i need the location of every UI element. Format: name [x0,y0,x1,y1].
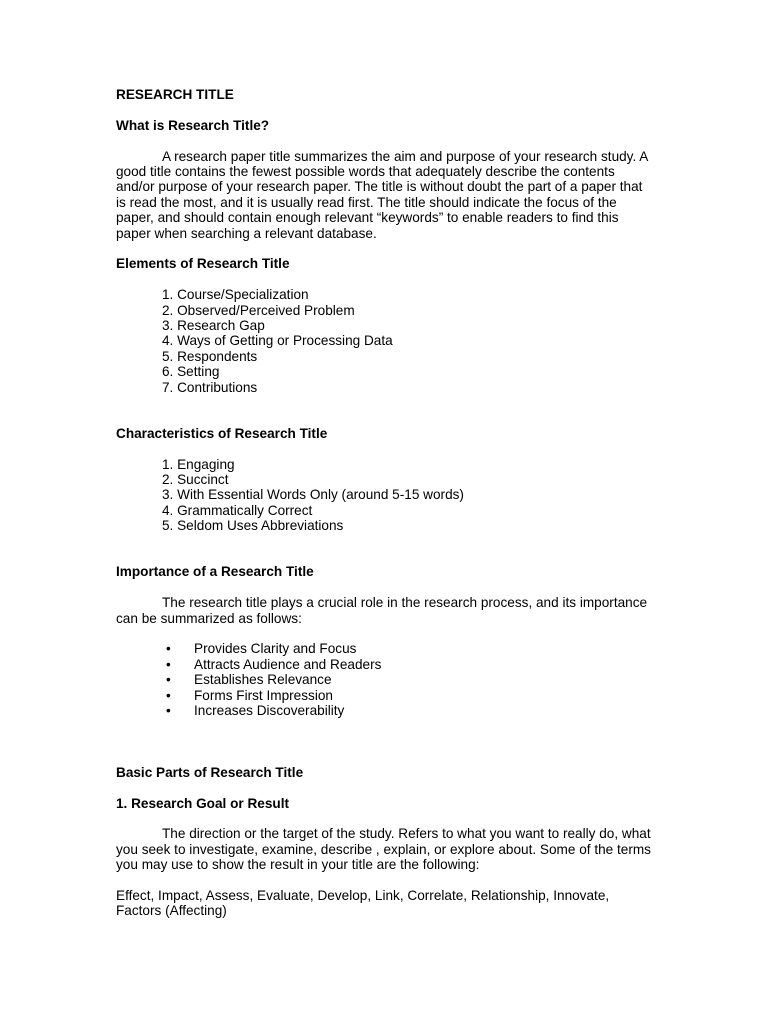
research-goal-terms: Effect, Impact, Assess, Evaluate, Develop, Link, Correlate, Relationship, Innovate, Factors (Affecting) [116,887,610,919]
bullet-icon: • [166,687,171,703]
list-item: 1. Engaging [162,456,235,472]
bullet-icon: • [166,641,171,657]
list-item: 2. Succinct [162,472,229,488]
importance-paragraph: The research title plays a crucial role in the research process, and its importance can be summarized as follows: [116,595,648,626]
importance-list [116,641,656,718]
list-item: 5. Respondents [162,348,258,364]
list-item: 3. With Essential Words Only (around 5-15 words) [162,487,464,503]
document-title: RESEARCH TITLE [116,87,234,102]
list-item: 7. Contributions [162,379,258,395]
list-item: 3. Research Gap [162,318,265,334]
list-item: 5. Seldom Uses Abbreviations [162,518,344,534]
elements-heading: Elements of Research Title [116,256,290,272]
list-item [116,688,656,703]
research-goal-paragraph: The direction or the target of the study. Refers to what you want to really do, what you seek to investigate, examine, describe , explain, or explore about. Some of the terms you may use to show the result in your title are the following: [116,826,651,873]
list-item [116,703,656,718]
list-item [116,641,656,656]
research-goal-subheading: 1. Research Goal or Result [116,795,290,811]
list-item-label: Attracts Audience and Readers [194,656,382,672]
list-item-label: Provides Clarity and Focus [194,641,357,657]
basic-parts-heading: Basic Parts of Research Title [116,764,304,780]
list-item-label: Increases Discoverability [194,703,345,719]
list-item: 2. Observed/Perceived Problem [162,302,355,318]
importance-heading: Importance of a Research Title [116,564,314,580]
what-is-heading: What is Research Title? [116,117,270,133]
bullet-icon: • [166,703,171,719]
list-item-label: Establishes Relevance [194,672,332,688]
bullet-icon: • [166,672,171,688]
list-item [116,657,656,672]
characteristics-heading: Characteristics of Research Title [116,425,328,441]
list-item: 4. Ways of Getting or Processing Data [162,333,393,349]
list-item: 4. Grammatically Correct [162,502,313,518]
list-item [116,672,656,687]
characteristics-list [116,457,656,534]
elements-list [116,287,656,395]
list-item: 1. Course/Specialization [162,287,309,303]
bullet-icon: • [166,656,171,672]
list-item-label: Forms First Impression [194,687,333,703]
what-is-paragraph: A research paper title summarizes the aim and purpose of your research study. A good title contains the fewest possible words that adequately describe the contents and/or purpose of your research paper. The title is without doubt the part of a paper that is read the most, and it is usually read first. The title should indicate the focus of the paper, and should contain enough relevant “keywords” to enable readers to find this paper when searching a relevant database. [116,148,648,241]
list-item: 6. Setting [162,364,220,380]
document-page [116,87,656,919]
